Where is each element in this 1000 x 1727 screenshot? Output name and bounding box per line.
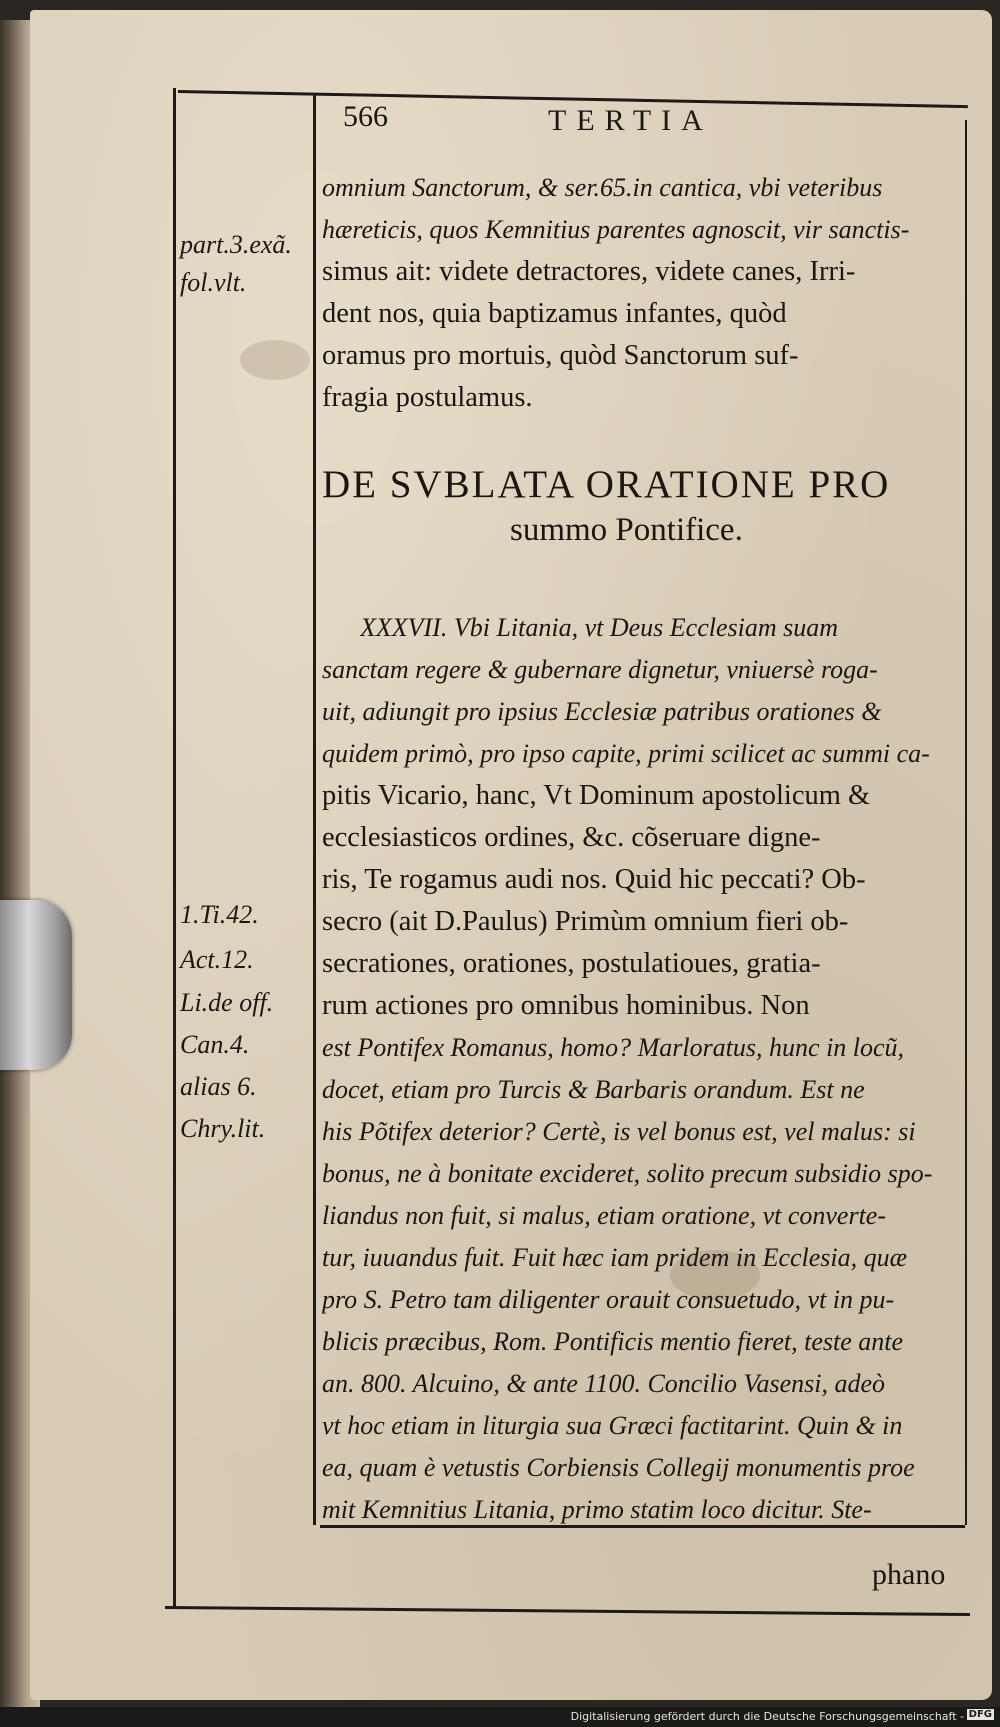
text-line: pro S. Petro tam diligenter orauit consuetudo, vt in pu- — [322, 1285, 895, 1314]
dfg-logo: DFG — [968, 1709, 992, 1720]
text-line: pitis Vicario, hanc, Vt Dominum apostolicum & — [322, 780, 871, 811]
margin-note: alias 6. — [180, 1072, 257, 1101]
text-line: ecclesiasticos ordines, &c. cõseruare digne- — [322, 822, 821, 853]
text-line: ris, Te rogamus audi nos. Quid hic peccati? Ob- — [322, 864, 866, 895]
catchword: phano — [872, 1558, 946, 1591]
text-line: sanctam regere & gubernare dignetur, vniuersè roga- — [322, 655, 878, 684]
text-line: docet, etiam pro Turcis & Barbaris orandum. Est ne — [322, 1075, 865, 1104]
text-line: hæreticis, quos Kemnitius parentes agnoscit, vir sanctis- — [322, 215, 910, 244]
text-line: ea, quam è vetustis Corbiensis Collegij monumentis proe — [322, 1453, 915, 1482]
text-line: est Pontifex Romanus, homo? Marloratus, hunc in locũ, — [322, 1033, 905, 1062]
rule-inner — [313, 95, 316, 1525]
paper-stain — [240, 340, 310, 380]
text-line: oramus pro mortuis, quòd Sanctorum suf- — [322, 340, 799, 371]
page-clip — [0, 900, 72, 1070]
text-line: liandus non fuit, si malus, etiam oratione, vt converte- — [322, 1201, 886, 1230]
text-line: rum actiones pro omnibus hominibus. Non — [322, 990, 810, 1021]
text-line: fragia postulamus. — [322, 382, 533, 413]
section-subheading: summo Pontifice. — [510, 512, 743, 548]
section-heading: DE SVBLATA ORATIONE PRO — [322, 463, 891, 506]
text-line: dent nos, quia baptizamus infantes, quòd — [322, 298, 787, 329]
margin-note: Li.de off. — [180, 988, 274, 1017]
text-line: XXXVII. Vbi Litania, vt Deus Ecclesiam suam — [360, 613, 839, 642]
text-line: secro (ait D.Paulus) Primùm omnium fieri ob- — [322, 906, 849, 937]
rule-left — [173, 88, 176, 1608]
text-line: bonus, ne à bonitate excideret, solito precum subsidio spo- — [322, 1159, 933, 1188]
text-line: vt hoc etiam in liturgia sua Græci factitarint. Quin & in — [322, 1411, 903, 1440]
footer-credit: Digitalisierung gefördert durch die Deutsche Forschungsgemeinschaft - — [570, 1710, 964, 1723]
margin-note: Act.12. — [180, 945, 254, 974]
text-line: simus ait: videte detractores, videte canes, Irri- — [322, 256, 856, 287]
text-line: an. 800. Alcuino, & ante 1100. Concilio Vasensi, adeò — [322, 1369, 886, 1398]
running-title: TERTIA — [548, 104, 713, 137]
page-number: 566 — [343, 100, 388, 133]
margin-note: part.3.exã. — [180, 230, 292, 259]
margin-note: fol.vlt. — [180, 268, 247, 297]
margin-note: Can.4. — [180, 1030, 250, 1059]
text-line: blicis præcibus, Rom. Pontificis mentio fieret, teste ante — [322, 1327, 904, 1356]
text-line: mit Kemnitius Litania, primo statim loco dicitur. Ste- — [322, 1495, 872, 1524]
margin-note: 1.Ti.42. — [180, 900, 259, 929]
text-line: his Põtifex deterior? Certè, is vel bonus est, vel malus: si — [322, 1117, 916, 1146]
text-line: quidem primò, pro ipso capite, primi scilicet ac summi ca- — [322, 739, 930, 768]
text-line: uit, adiungit pro ipsius Ecclesiæ patribus orationes & — [322, 697, 882, 726]
text-line: tur, iuuandus fuit. Fuit hæc iam pridem in Ecclesia, quæ — [322, 1243, 907, 1272]
margin-note: Chry.lit. — [180, 1114, 266, 1143]
text-line: omnium Sanctorum, & ser.65.in cantica, vbi veteribus — [322, 173, 883, 202]
text-line: secrationes, orationes, postulatioues, gratia- — [322, 948, 821, 979]
